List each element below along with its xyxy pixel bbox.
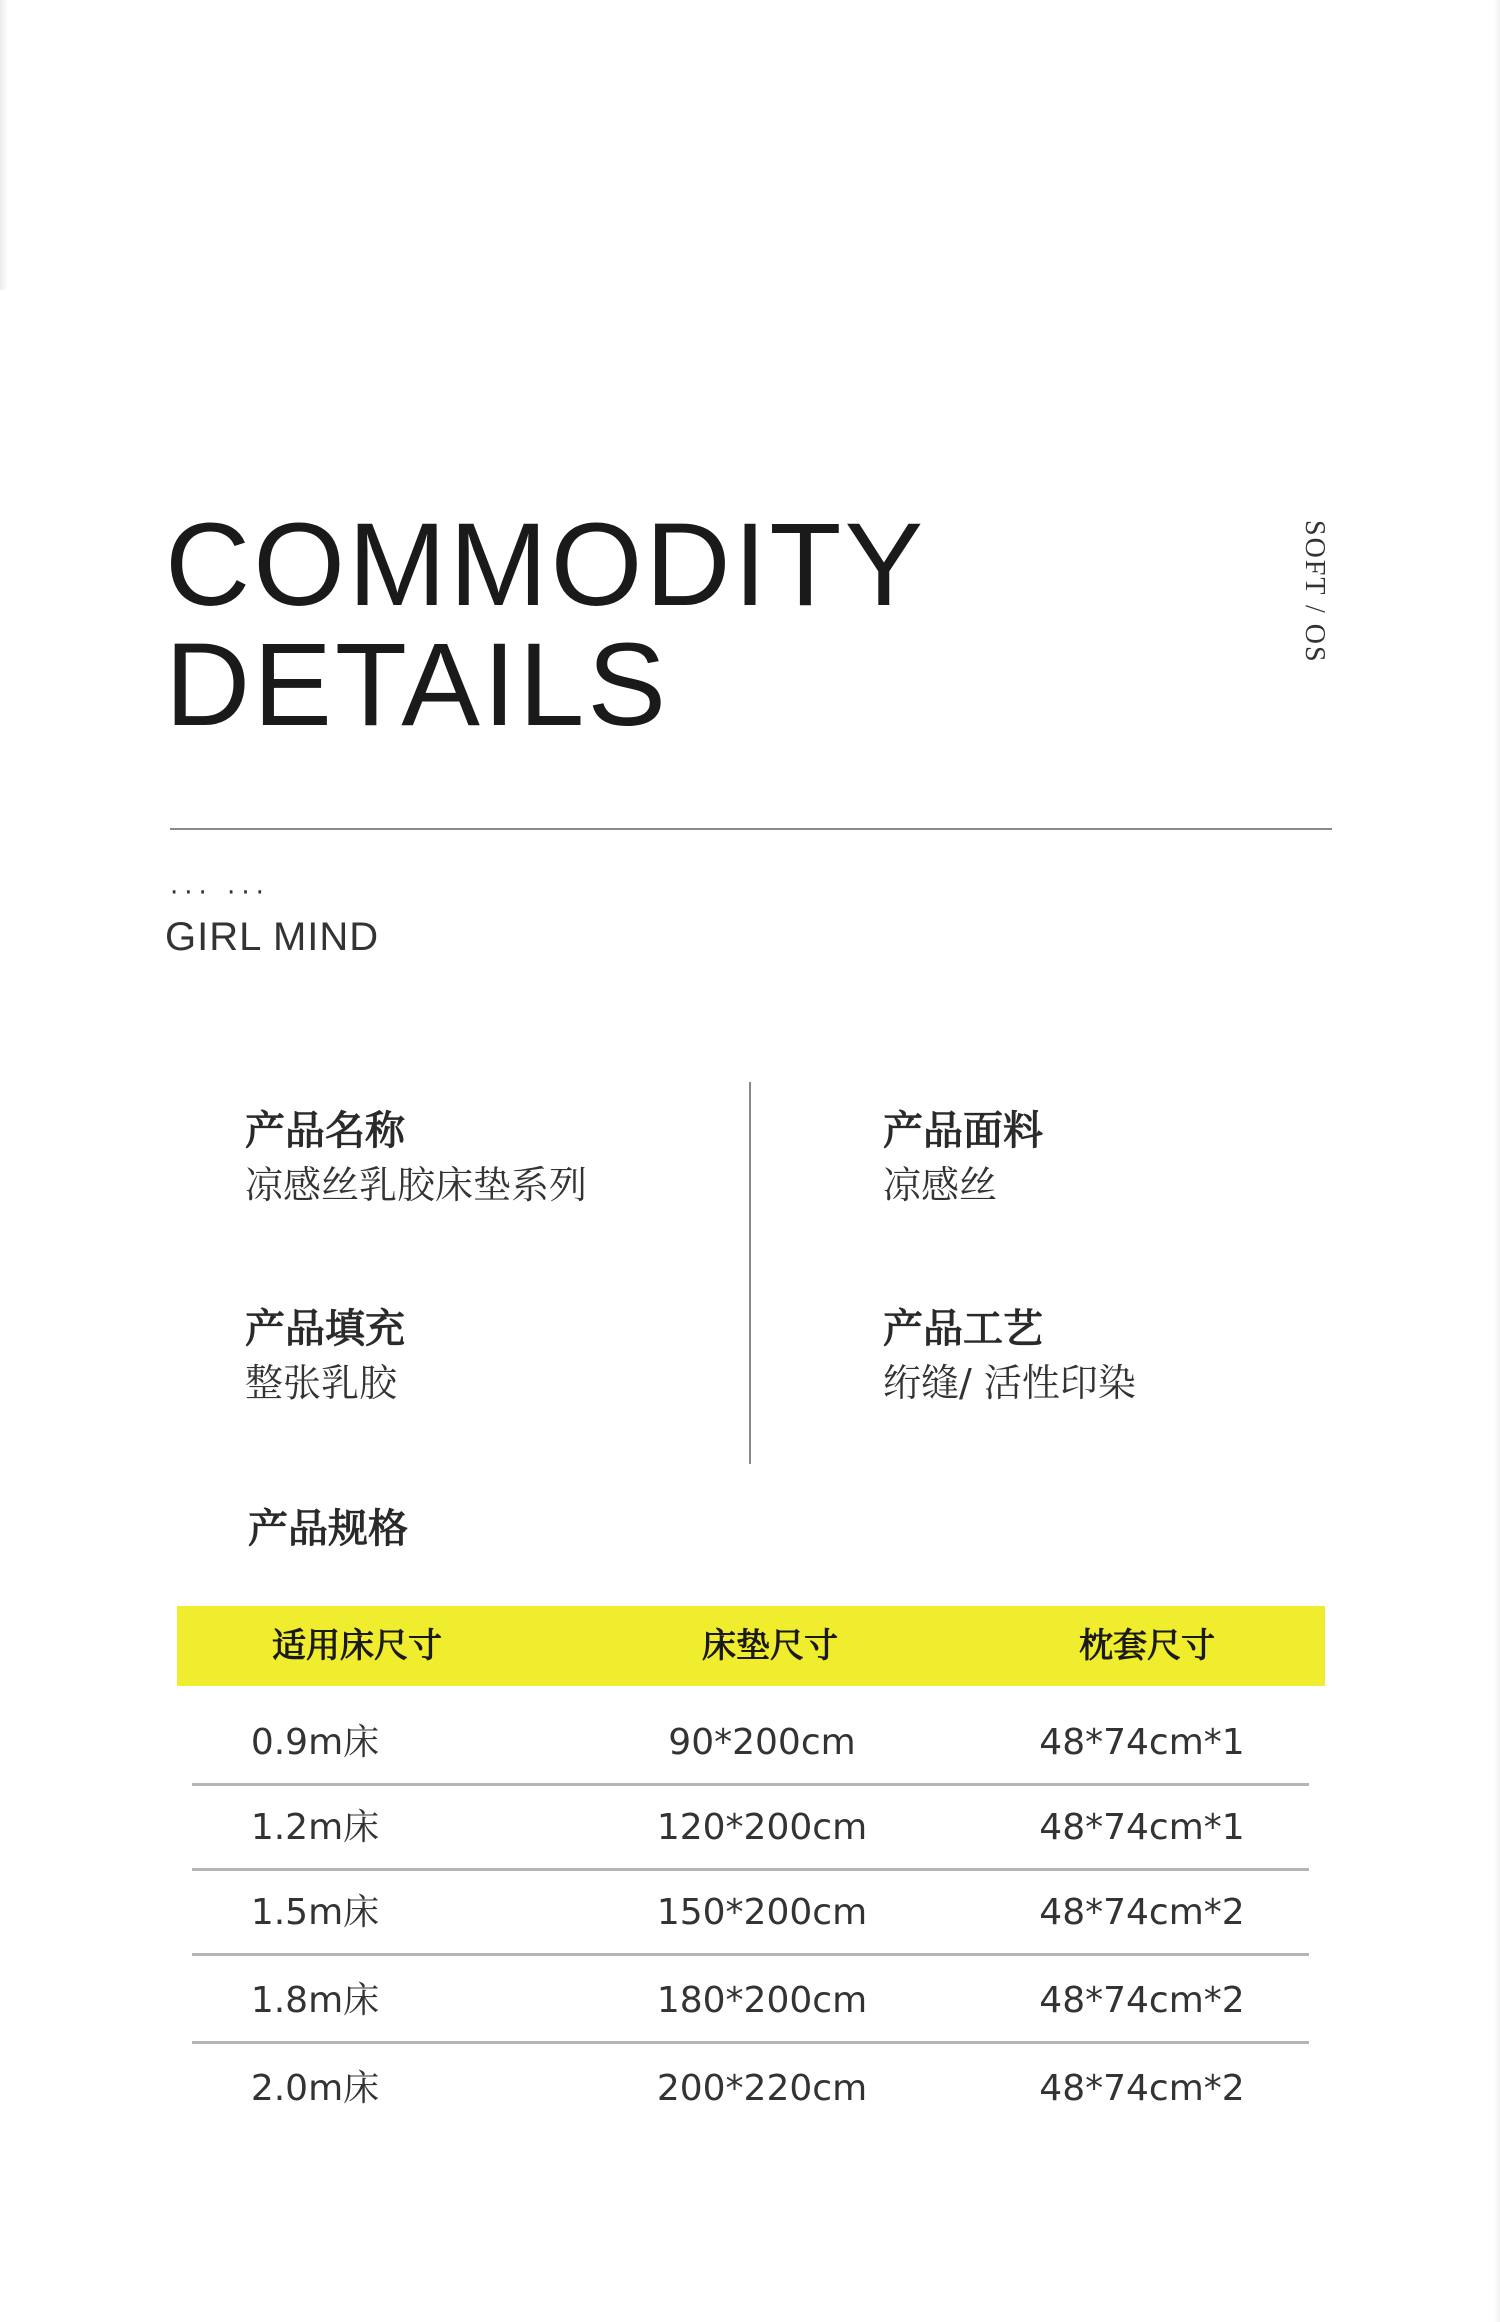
table-cell: 48*74cm*1 bbox=[1039, 1807, 1245, 1848]
table-cell: 1.8m床 bbox=[250, 1980, 380, 2021]
left-edge-shadow bbox=[0, 0, 8, 290]
vertical-divider bbox=[749, 1082, 751, 1464]
table-cell: 1.2m床 bbox=[250, 1807, 380, 1848]
spec-table-header bbox=[177, 1606, 1325, 1686]
info-label: 产品填充 bbox=[245, 1306, 405, 1352]
brand-name: GIRL MIND bbox=[165, 915, 380, 959]
info-product-fabric bbox=[883, 1105, 1043, 1213]
horizontal-divider bbox=[170, 828, 1332, 830]
hero-title bbox=[165, 499, 927, 751]
info-label: 产品工艺 bbox=[883, 1306, 1043, 1352]
info-value: 整张乳胶 bbox=[245, 1361, 398, 1405]
column-header: 枕套尺寸 bbox=[1079, 1626, 1215, 1666]
table-row bbox=[192, 1873, 1309, 1956]
table-row bbox=[192, 1788, 1309, 1871]
info-product-craft bbox=[883, 1303, 1136, 1411]
decorative-dots: ··· ··· bbox=[170, 878, 270, 908]
right-edge-shadow bbox=[1494, 0, 1500, 2322]
table-row bbox=[192, 2049, 1309, 2129]
spec-table bbox=[177, 1606, 1325, 2109]
table-cell: 120*200cm bbox=[656, 1807, 868, 1848]
table-cell: 200*220cm bbox=[656, 2068, 868, 2109]
hero-title-line2: DETAILS bbox=[165, 619, 670, 751]
hero-title-line1: COMMODITY bbox=[165, 499, 927, 631]
table-row bbox=[192, 1961, 1309, 2044]
table-row bbox=[192, 1703, 1309, 1786]
column-header: 适用床尺寸 bbox=[272, 1626, 442, 1666]
info-value: 凉感丝 bbox=[883, 1163, 998, 1207]
table-cell: 150*200cm bbox=[656, 1892, 868, 1933]
table-cell: 0.9m床 bbox=[250, 1722, 380, 1763]
info-product-name bbox=[245, 1105, 587, 1213]
info-label: 产品名称 bbox=[245, 1108, 405, 1154]
spec-heading: 产品规格 bbox=[248, 1506, 408, 1552]
table-cell: 48*74cm*2 bbox=[1039, 1892, 1245, 1933]
table-cell: 1.5m床 bbox=[250, 1892, 380, 1933]
table-cell: 180*200cm bbox=[656, 1980, 868, 2021]
vertical-tag: SOFT / OS bbox=[1299, 520, 1330, 664]
table-cell: 48*74cm*2 bbox=[1039, 1980, 1245, 2021]
info-value: 绗缝/ 活性印染 bbox=[883, 1361, 1136, 1405]
table-cell: 48*74cm*2 bbox=[1039, 2068, 1245, 2109]
table-cell: 90*200cm bbox=[668, 1722, 856, 1763]
table-cell: 48*74cm*1 bbox=[1039, 1722, 1245, 1763]
info-value: 凉感丝乳胶床垫系列 bbox=[245, 1163, 588, 1207]
info-product-filling bbox=[245, 1303, 405, 1411]
info-label: 产品面料 bbox=[883, 1108, 1043, 1154]
column-header: 床垫尺寸 bbox=[702, 1626, 838, 1666]
table-cell: 2.0m床 bbox=[250, 2068, 380, 2109]
